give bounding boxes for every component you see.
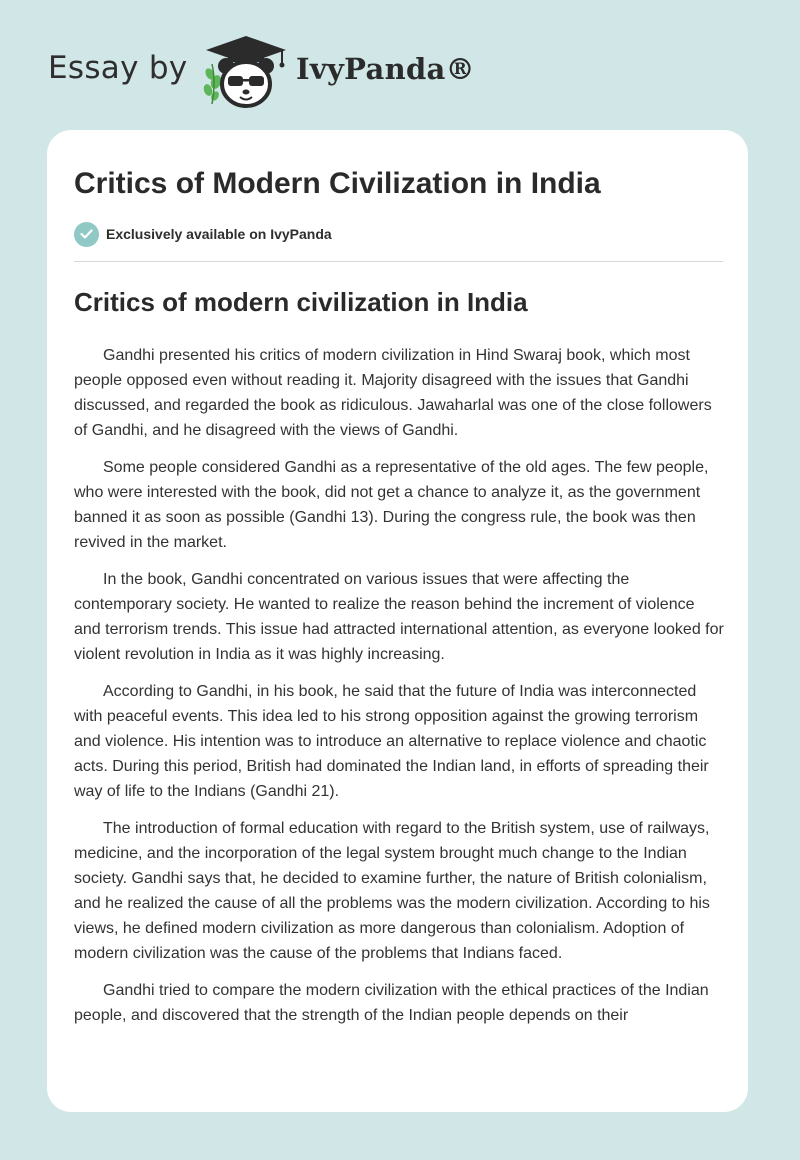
essay-card: [47, 130, 748, 1112]
page-title: Critics of Modern Civilization in India: [74, 167, 601, 200]
paragraph: In the book, Gandhi concentrated on various issues that were affecting the contemporary society. He wanted to realize the reason behind the increment of violence and terrorism trends. This issue had attracted international attention, as everyone looked for violent revolution in India as it was highly increasing.: [74, 571, 724, 663]
exclusive-badge: [74, 221, 332, 247]
ivypanda-logo-icon: [198, 34, 294, 110]
site-header: [0, 0, 800, 130]
paragraph: According to Gandhi, in his book, he said that the future of India was interconnected with peaceful events. This idea led to his strong opposition against the growing terrorism and violence. His intention was to introduce an alternative to replace violence and chaotic acts. During this period, British had dominated the Indian land, in efforts of spreading their way of life to the Indians (Gandhi 21).: [74, 683, 709, 800]
brand-name: IvyPanda®: [296, 52, 475, 86]
exclusive-badge-text: Exclusively available on IvyPanda: [106, 226, 332, 242]
paragraph: Gandhi presented his critics of modern civilization in Hind Swaraj book, which most people opposed even without reading it. Majority disagreed with the issues that Gandhi discussed, and regarded the book as ridiculous. Jawaharlal was one of the close followers of Gandhi, and he disagreed with the views of Gandhi.: [74, 347, 712, 439]
divider: [74, 261, 723, 262]
paragraph: Gandhi tried to compare the modern civilization with the ethical practices of the Indian people, and discovered that the strength of the Indian people depends on their: [74, 982, 709, 1024]
paragraph: The introduction of formal education with regard to the British system, use of railways, medicine, and the incorporation of the legal system brought much change to the Indian society. Gandhi says that, he decided to examine further, the nature of British colonialism, and he realized the cause of all the problems was the modern civilization. According to his views, he defined modern civilization as more dangerous than colonialism. Adoption of modern civilization was the cause of the problems that Indians faced.: [74, 820, 710, 962]
essay-by-label: Essay by: [48, 50, 188, 86]
section-heading: Critics of modern civilization in India: [74, 287, 528, 317]
paragraph: Some people considered Gandhi as a representative of the old ages. The few people, who were interested with the book, did not get a chance to analyze it, as the government banned it as soon as possible (Gandhi 13). During the congress rule, the book was then revived in the market.: [74, 459, 709, 551]
essay-body: [74, 343, 724, 1040]
check-icon: [74, 222, 99, 247]
